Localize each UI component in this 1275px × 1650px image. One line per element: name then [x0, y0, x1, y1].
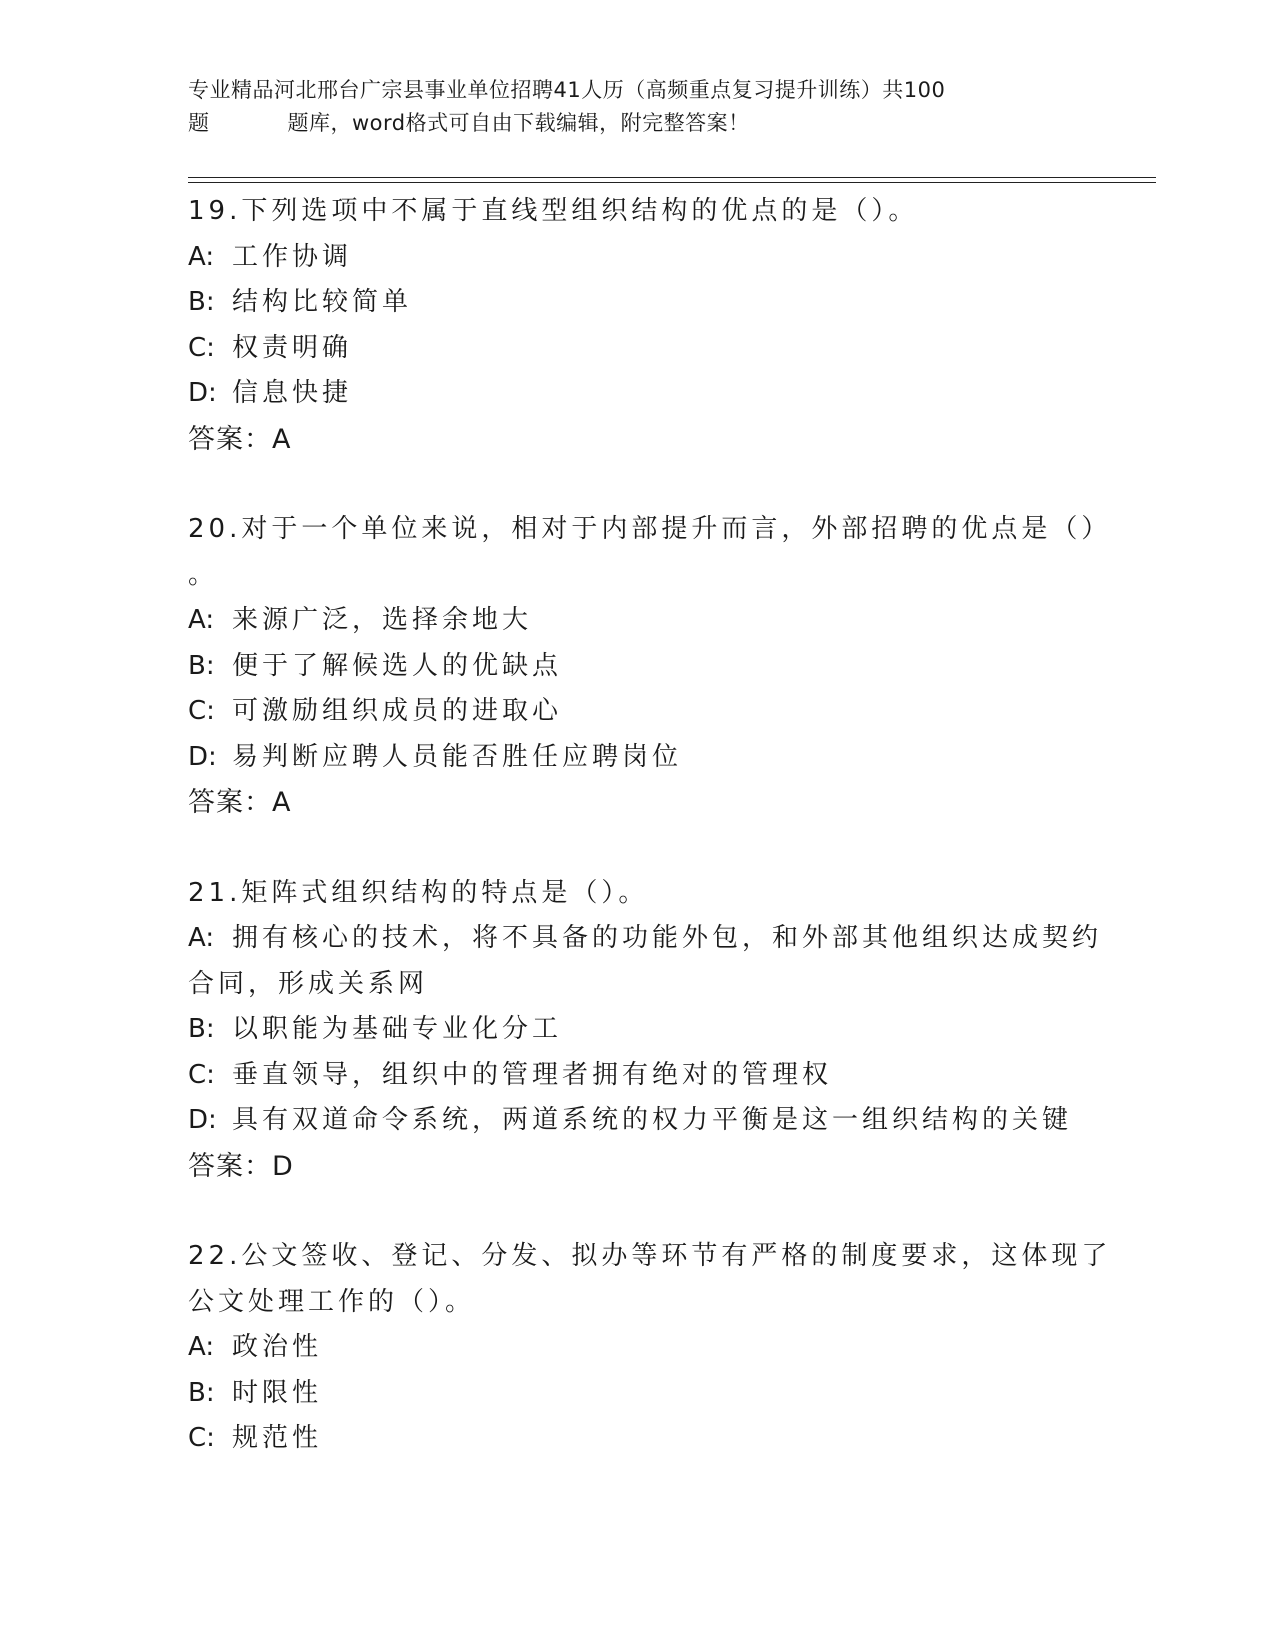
option-text: 便于了解候选人的优缺点 [232, 650, 563, 681]
option-b [188, 644, 1088, 690]
option-b [188, 1007, 1088, 1053]
option-label: B: [188, 650, 215, 681]
option-text: 规范性 [232, 1423, 323, 1453]
option-b [188, 280, 1088, 326]
document-header [188, 74, 1088, 140]
question-22 [188, 1234, 1112, 1462]
option-text: 结构比较简单 [232, 287, 413, 317]
question-21 [188, 871, 1103, 1190]
option-label: C: [188, 332, 215, 363]
option-label: A: [188, 923, 215, 953]
option-text: 工作协调 [232, 241, 353, 272]
option-text: 信息快捷 [232, 378, 353, 408]
option-label: D: [188, 741, 217, 772]
option-text: 以职能为基础专业化分工 [232, 1014, 563, 1044]
option-label: B: [188, 1377, 215, 1408]
option-label: A: [188, 241, 215, 272]
answer-line: 答案：A [188, 787, 292, 818]
question-20 [188, 507, 1112, 826]
option-text: 权责明确 [232, 332, 353, 363]
header-title-line2-right: 题库，word格式可自由下载编辑，附完整答案！ [287, 111, 750, 135]
option-label: B: [188, 287, 215, 317]
answer-line: 答案：D [188, 1150, 294, 1182]
question-stem: 21.矩阵式组织结构的特点是（）。 [188, 877, 649, 908]
option-a [188, 1325, 1088, 1371]
option-text: 来源广泛，选择余地大 [232, 605, 533, 635]
question-list [188, 189, 1112, 1462]
option-b [188, 1371, 1088, 1417]
option-text: 时限性 [232, 1377, 323, 1408]
option-label: D: [188, 378, 217, 408]
option-a [188, 916, 1103, 962]
question-stem: 19.下列选项中不属于直线型组织结构的优点的是（）。 [188, 196, 919, 226]
option-text: 具有双道命令系统，两道系统的权力平衡是这一组织结构的关键 [232, 1105, 1073, 1135]
option-text: 政治性 [232, 1332, 323, 1362]
option-c [188, 326, 1088, 372]
option-d [188, 371, 1088, 417]
option-text: 易判断应聘人员能否胜任应聘岗位 [232, 741, 683, 772]
question-stem-continued: 。 [188, 559, 219, 590]
option-label: B: [188, 1014, 215, 1044]
option-text: 垂直领导，组织中的管理者拥有绝对的管理权 [232, 1059, 833, 1090]
header-title-line2 [188, 107, 1088, 140]
option-a [188, 598, 1088, 644]
question-stem-continued: 公文处理工作的（）。 [188, 1286, 476, 1317]
question-spacer [188, 1189, 1088, 1234]
header-gap [210, 107, 288, 140]
header-divider-bottom [188, 182, 1156, 183]
option-label: C: [188, 696, 215, 726]
question-spacer [188, 462, 1088, 507]
question-spacer [188, 826, 1088, 871]
option-text: 拥有核心的技术，将不具备的功能外包，和外部其他组织达成契约 [232, 923, 1103, 953]
answer-line: 答案：A [188, 423, 292, 455]
option-d [188, 735, 1088, 781]
option-c [188, 689, 1088, 735]
header-title-line1: 专业精品河北邢台广宗县事业单位招聘41人历（高频重点复习提升训练）共100 [188, 78, 946, 102]
option-c [188, 1053, 1088, 1099]
header-divider-top [188, 177, 1156, 178]
option-d [188, 1098, 1088, 1144]
option-a [188, 235, 1088, 281]
question-stem: 20.对于一个单位来说，相对于内部提升而言，外部招聘的优点是（） [188, 514, 1112, 544]
option-label: A: [188, 1332, 215, 1362]
option-label: A: [188, 605, 215, 635]
option-text: 可激励组织成员的进取心 [232, 696, 563, 726]
option-label: C: [188, 1423, 215, 1453]
option-label: D: [188, 1105, 217, 1135]
header-title-line2-left: 题 [188, 111, 210, 135]
option-a-continued: 合同，形成关系网 [188, 968, 429, 999]
question-19 [188, 189, 1088, 462]
option-label: C: [188, 1059, 215, 1090]
option-c [188, 1416, 1088, 1462]
question-stem: 22.公文签收、登记、分发、拟办等环节有严格的制度要求，这体现了 [188, 1241, 1112, 1271]
